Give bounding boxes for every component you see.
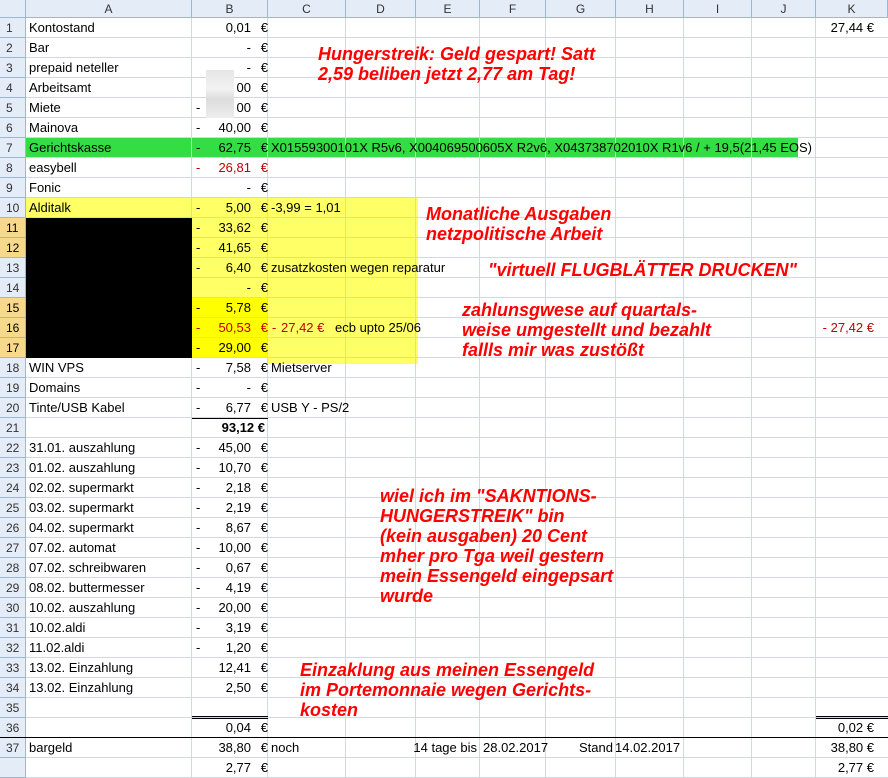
row-header-26[interactable]: 26 [0,518,26,538]
cell-negative-sign: - [196,600,201,615]
cell-amount[interactable]: 93,12 € [221,420,265,435]
cell-amount[interactable]: 3,19 [225,620,251,635]
cell-amount[interactable]: 6,40 [225,260,251,275]
cell-amount[interactable]: 5,00 [225,200,251,215]
cell-c[interactable]: noch [271,740,300,755]
cell-currency: € [260,280,268,295]
cell-currency: € [260,380,268,395]
blurred-amount [206,70,234,118]
column-header-b[interactable]: B [192,0,268,18]
cell-amount[interactable]: - [246,60,251,75]
cell-label[interactable]: 07.02. schreibwaren [29,560,147,575]
cell-k[interactable]: 0,02 € [837,720,874,735]
cell-amount[interactable]: 41,65 [218,240,251,255]
cell-c-negative-sign: - [272,320,277,335]
row-header-19[interactable]: 19 [0,378,26,398]
cell-negative-sign: - [196,560,201,575]
row-header-16[interactable]: 16 [0,318,26,338]
cell-label[interactable]: Domains [29,380,81,395]
row-header-37[interactable]: 37 [0,738,26,758]
cell-amount[interactable]: - [246,180,251,195]
cell-amount[interactable]: 0,01 [225,20,251,35]
cell-amount[interactable]: 6,77 [225,400,251,415]
row-header-24[interactable]: 24 [0,478,26,498]
cell-amount[interactable]: 0,04 [225,720,251,735]
cell-amount[interactable]: 33,62 [218,220,251,235]
cell-negative-sign: - [196,100,201,115]
row-header-1[interactable]: 1 [0,18,26,38]
cell-h[interactable]: 14.02.2017 [615,740,681,755]
cell-c[interactable]: Mietserver [271,360,332,375]
row-header-30[interactable]: 30 [0,598,26,618]
cell-g[interactable]: Stand [579,740,613,755]
cell-amount[interactable]: 1,20 [225,640,251,655]
cell-amount[interactable]: 0,67 [225,560,251,575]
cell-currency: € [260,400,268,415]
cell-negative-sign: - [196,260,201,275]
cell-negative-sign: - [196,360,201,375]
row-header-33[interactable]: 33 [0,658,26,678]
row-header-25[interactable]: 25 [0,498,26,518]
column-header-g[interactable]: G [546,0,616,18]
cell-e[interactable]: 14 tage bis [413,740,477,755]
cell-negative-sign: - [196,440,201,455]
cell-amount[interactable]: 2,77 [225,760,251,775]
column-header-i[interactable]: I [684,0,752,18]
grid-vline [815,18,816,778]
row-header-36[interactable]: 36 [0,718,26,738]
cell-currency: € [260,100,268,115]
column-header-d[interactable]: D [346,0,416,18]
cell-amount[interactable]: 00 [236,100,251,115]
cell-currency: € [260,180,268,195]
cell-label[interactable]: Gerichtskasse [29,140,112,155]
grid-vline [683,18,684,778]
row-header-8[interactable]: 8 [0,158,26,178]
cell-c[interactable]: zusatzkosten wegen reparatur [271,260,446,275]
cell-negative-sign: - [196,240,201,255]
cell-label[interactable]: Tinte/USB Kabel [29,400,125,415]
select-all-corner[interactable] [0,0,26,18]
column-header-f[interactable]: F [480,0,546,18]
cell-currency: € [260,740,268,755]
cell-label[interactable]: 10.02. auszahlung [29,600,136,615]
row-header-20[interactable]: 20 [0,398,26,418]
row-header-14[interactable]: 14 [0,278,26,298]
row-header-7[interactable]: 7 [0,138,26,158]
cell-label[interactable]: Alditalk [29,200,71,215]
cell-negative-sign: - [196,540,201,555]
annotation-note-3: "virtuell FLUGBLÄTTER DRUCKEN" [488,260,798,280]
cell-label[interactable]: bargeld [29,740,73,755]
row-header-21[interactable]: 21 [0,418,26,438]
cell-negative-sign: - [196,380,201,395]
cell-label[interactable]: 13.02. Einzahlung [29,680,134,695]
row-header-9[interactable]: 9 [0,178,26,198]
cell-label[interactable]: 03.02. supermarkt [29,500,134,515]
cell-amount[interactable]: 10,00 [218,540,251,555]
cell-negative-sign: - [196,120,201,135]
cell-negative-sign: - [196,580,201,595]
cell-negative-sign: - [196,220,201,235]
row-header-34[interactable]: 34 [0,678,26,698]
cell-currency: € [260,440,268,455]
cell-label[interactable]: Arbeitsamt [29,80,92,95]
cell-amount[interactable]: 45,00 [218,440,251,455]
cell-amount[interactable]: 29,00 [218,340,251,355]
redacted-label-block [26,218,192,358]
cell-c[interactable]: -3,99 = 1,01 [271,200,341,215]
cell-label[interactable]: 13.02. Einzahlung [29,660,134,675]
cell-currency: € [260,80,268,95]
cell-amount[interactable]: 26,81 [218,160,251,175]
cell-c[interactable]: USB Y - PS/2 [271,400,350,415]
row-header-28[interactable]: 28 [0,558,26,578]
cell-label[interactable]: WIN VPS [29,360,84,375]
cell-currency: € [260,600,268,615]
cell-label[interactable]: 04.02. supermarkt [29,520,134,535]
cell-currency: € [260,580,268,595]
cell-currency: € [260,540,268,555]
cell-amount[interactable]: 38,80 [218,740,251,755]
row-header-29[interactable]: 29 [0,578,26,598]
cell-c[interactable]: 27,42 € [281,320,325,335]
cell-currency: € [260,640,268,655]
cell-amount[interactable]: 8,67 [225,520,251,535]
row-header-11[interactable]: 11 [0,218,26,238]
column-header-c[interactable]: C [268,0,346,18]
cell-negative-sign: - [196,140,201,155]
row-header-12[interactable]: 12 [0,238,26,258]
total-k-border-top-1 [816,716,888,717]
cell-currency: € [260,300,268,315]
row-header-4[interactable]: 4 [0,78,26,98]
cell-amount[interactable]: 20,00 [218,600,251,615]
cell-label[interactable]: 07.02. automat [29,540,116,555]
cell-currency: € [260,480,268,495]
annotation-note-6: Einzaklung aus meinen Essengeld im Portemonnaie wegen Gerichts- kosten [300,660,595,720]
column-header-k[interactable]: K [816,0,888,18]
row-header-6[interactable]: 6 [0,118,26,138]
cell-currency: € [260,200,268,215]
column-header-j[interactable]: J [752,0,816,18]
cell-amount[interactable]: - [246,380,251,395]
cell-label[interactable]: 08.02. buttermesser [29,580,145,595]
cell-negative-sign: - [196,620,201,635]
row-header-18[interactable]: 18 [0,358,26,378]
cell-label[interactable]: easybell [29,160,77,175]
cell-amount[interactable]: 2,19 [225,500,251,515]
cell-negative-sign: - [196,520,201,535]
cell-currency: € [260,40,268,55]
cell-label[interactable]: 02.02. supermarkt [29,480,134,495]
cell-k[interactable]: 27,44 € [830,20,874,35]
cell-amount[interactable]: 00 [236,80,251,95]
cell-currency: € [260,140,268,155]
annotation-note-4: zahlunsgwese auf quartals- weise umgestellt und bezahlt fallls mir was zustößt [462,300,712,360]
cell-amount[interactable]: - [246,280,251,295]
cell-negative-sign: - [196,320,201,335]
cell-currency: € [260,720,268,735]
cell-negative-sign: - [196,200,201,215]
cell-negative-sign: - [196,640,201,655]
row-header-23[interactable]: 23 [0,458,26,478]
cell-label[interactable]: Mainova [29,120,79,135]
cell-label[interactable]: 11.02.aldi [29,640,85,655]
cell-label[interactable]: 10.02.aldi [29,620,86,635]
cell-currency: € [260,760,268,775]
cell-amount[interactable]: 2,18 [225,480,251,495]
cell-k[interactable]: 2,77 € [837,760,874,775]
cell-c[interactable]: X01559300101X R5v6, X004069500605X R2v6, X043738702010X R1v6 / + 19,5(21,45 EOS) [271,140,812,155]
bargeld-border-top [0,737,888,738]
annotation-note-1: Hungerstreik: Geld gespart! Satt 2,59 beliben jetzt 2,77 am Tag! [318,44,596,84]
cell-currency: € [260,160,268,175]
row-header-15[interactable]: 15 [0,298,26,318]
cell-currency: € [260,320,268,335]
cell-currency: € [260,660,268,675]
cell-currency: € [260,620,268,635]
row-header-32[interactable]: 32 [0,638,26,658]
cell-currency: € [260,680,268,695]
cell-currency: € [260,120,268,135]
cell-negative-sign: - [196,340,201,355]
cell-negative-sign: - [196,480,201,495]
grid-vline [615,18,616,778]
cell-label[interactable]: Fonic [29,180,61,195]
column-header-h[interactable]: H [616,0,684,18]
cell-negative-sign: - [196,300,201,315]
cell-label[interactable]: 31.01. auszahlung [29,440,136,455]
row-header-2[interactable]: 2 [0,38,26,58]
total-border-top-1 [192,716,268,717]
row-header-22[interactable]: 22 [0,438,26,458]
cell-k[interactable]: - 27,42 € [822,320,874,335]
cell-label[interactable]: Kontostand [29,20,95,35]
row-header-35[interactable]: 35 [0,698,26,718]
row-header-blank[interactable] [0,758,26,778]
cell-amount[interactable]: 7,58 [225,360,251,375]
row-header-27[interactable]: 27 [0,538,26,558]
cell-currency: € [260,60,268,75]
grid-vline [751,18,752,778]
cell-amount[interactable]: - [246,40,251,55]
row-header-31[interactable]: 31 [0,618,26,638]
cell-currency: € [260,520,268,535]
cell-f[interactable]: 28.02.2017 [483,740,549,755]
cell-currency: € [260,460,268,475]
cell-amount[interactable]: 5,78 [225,300,251,315]
cell-amount[interactable]: 62,75 [218,140,251,155]
cell-label[interactable]: Bar [29,40,50,55]
cell-amount[interactable]: 2,50 [225,680,251,695]
cell-d[interactable]: ecb upto 25/06 [335,320,422,335]
cell-amount[interactable]: 12,41 [218,660,251,675]
cell-negative-sign: - [196,500,201,515]
cell-label[interactable]: 01.02. auszahlung [29,460,136,475]
cell-currency: € [260,220,268,235]
total-border-top-2 [192,718,268,719]
total-k-border-top-2 [816,718,888,719]
row-header-5[interactable]: 5 [0,98,26,118]
cell-label[interactable]: prepaid neteller [29,60,119,75]
column-header-a[interactable]: A [26,0,192,18]
cell-amount[interactable]: 10,70 [218,460,251,475]
cell-currency: € [260,20,268,35]
cell-negative-sign: - [196,160,201,175]
cell-negative-sign: - [196,460,201,475]
row-header-3[interactable]: 3 [0,58,26,78]
cell-currency: € [260,260,268,275]
annotation-note-2: Monatliche Ausgaben netzpolitische Arbeit [426,204,612,244]
sum-border-top [192,418,268,419]
cell-amount[interactable]: 40,00 [218,120,251,135]
cell-currency: € [260,360,268,375]
cell-amount[interactable]: 50,53 [218,320,251,335]
cell-label[interactable]: Miete [29,100,61,115]
cell-k[interactable]: 38,80 € [830,740,874,755]
annotation-note-5: wiel ich im "SAKNTIONS- HUNGERSTREIK" bin (kein ausgaben) 20 Cent mher pro Tga weil gestern mein Essengeld eingepsart wurde [380,486,614,606]
cell-negative-sign: - [196,400,201,415]
row-header-10[interactable]: 10 [0,198,26,218]
column-header-e[interactable]: E [416,0,480,18]
row-header-17[interactable]: 17 [0,338,26,358]
cell-currency: € [260,560,268,575]
cell-amount[interactable]: 4,19 [225,580,251,595]
cell-currency: € [260,240,268,255]
row-header-13[interactable]: 13 [0,258,26,278]
cell-currency: € [260,500,268,515]
cell-currency: € [260,340,268,355]
